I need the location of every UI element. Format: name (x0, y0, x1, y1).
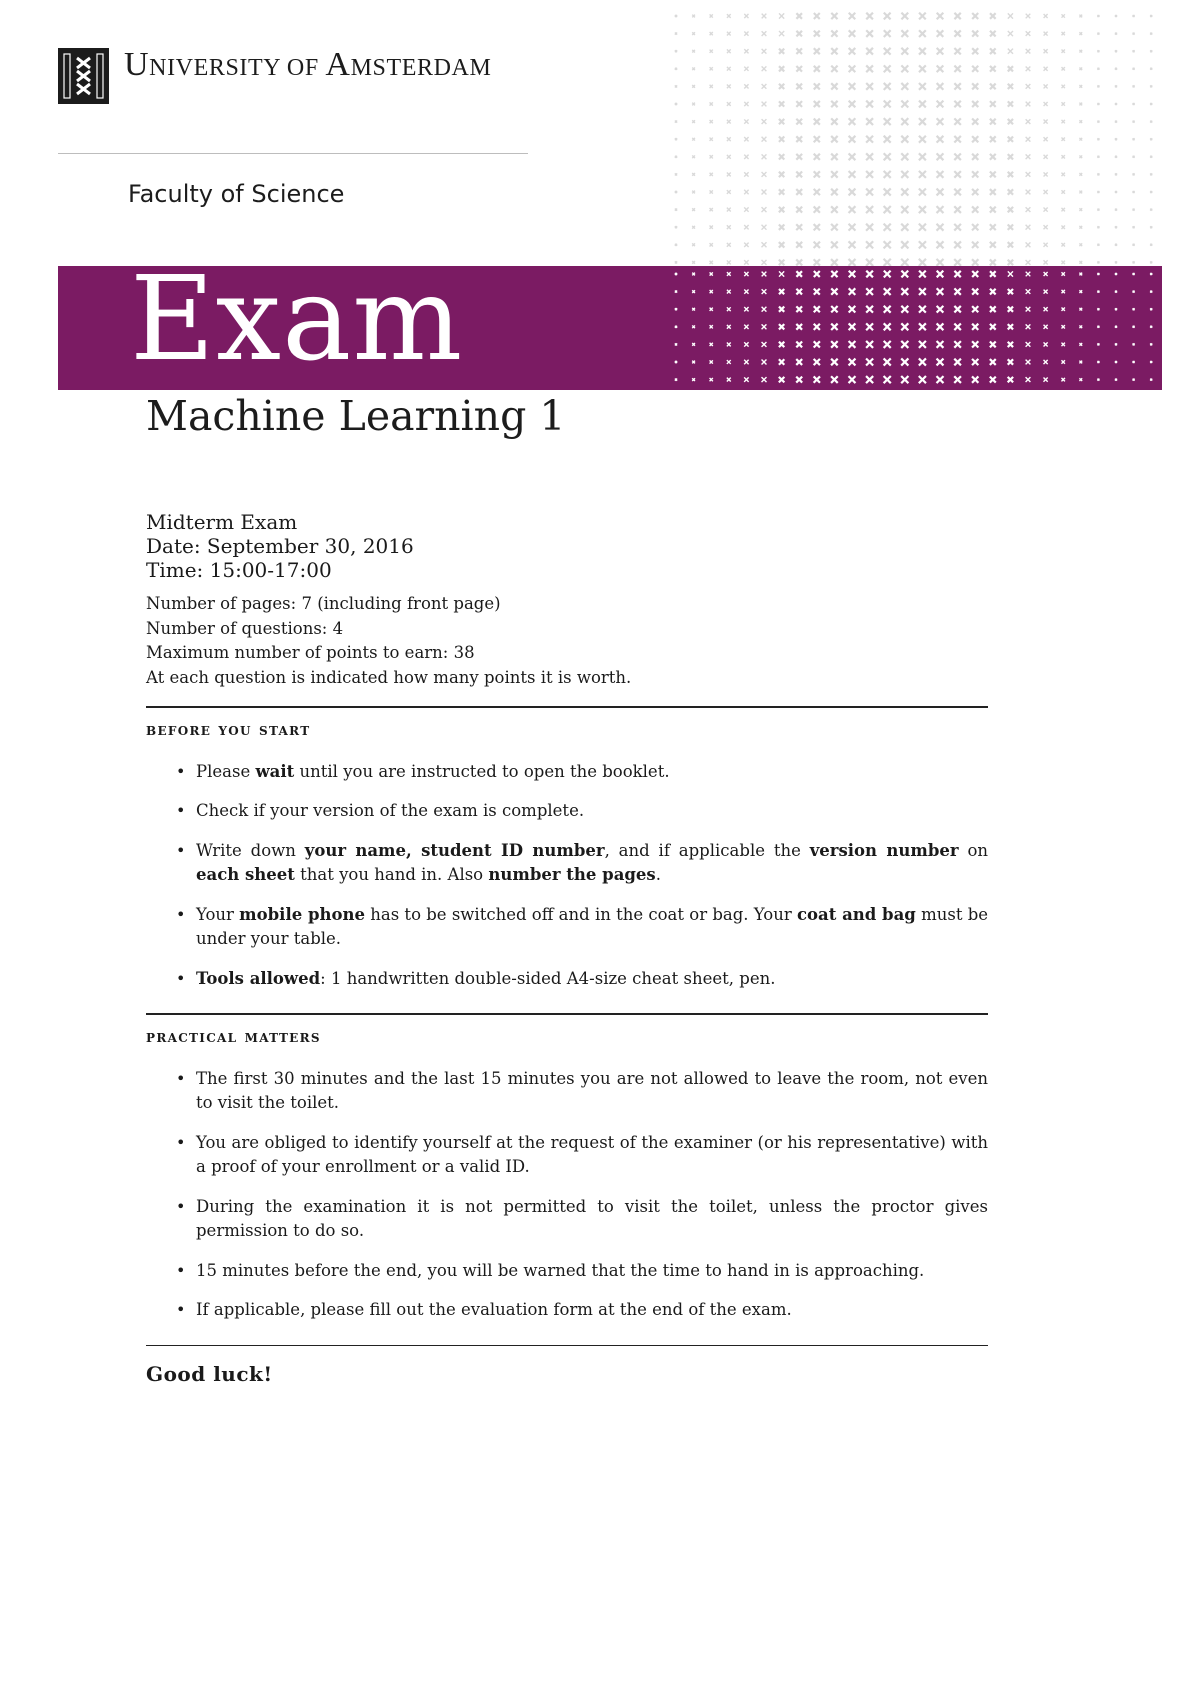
header-divider (58, 153, 528, 154)
question-count: Number of questions: 4 (146, 618, 344, 638)
title-band (58, 252, 1162, 390)
university-name: UNIVERSITY OF AMSTERDAM (124, 46, 492, 83)
list-item: • During the examination it is not permitted to visit the toilet, unless the proctor gives permission to do so. (146, 1195, 988, 1244)
practical-matters-list (146, 1067, 988, 1323)
decorative-dot-pattern (670, 8, 1162, 266)
list-item: • Write down your name, student ID number, and if applicable the version number on each sheet that you hand in. Also number the pages. (146, 839, 988, 888)
exam-date: Date: September 30, 2016 (146, 534, 414, 558)
exam-time: Time: 15:00-17:00 (146, 558, 332, 582)
section-divider (146, 706, 988, 708)
list-item: • 15 minutes before the end, you will be warned that the time to hand in is approaching. (146, 1259, 988, 1284)
exam-title: Exam (130, 252, 464, 387)
list-item: • Please wait until you are instructed to open the booklet. (146, 760, 988, 785)
exam-content (146, 510, 988, 1386)
exam-meta (146, 510, 988, 582)
list-item: • If applicable, please fill out the evaluation form at the end of the exam. (146, 1298, 988, 1323)
max-points: Maximum number of points to earn: 38 (146, 643, 475, 662)
faculty-name: Faculty of Science (128, 180, 345, 208)
section-divider (146, 1013, 988, 1015)
uva-shield-icon (58, 48, 109, 104)
list-item: • Tools allowed: 1 handwritten double-sided A4-size cheat sheet, pen. (146, 967, 988, 992)
exam-type: Midterm Exam (146, 510, 298, 534)
closing-message: Good luck! (146, 1362, 273, 1386)
list-item: • Your mobile phone has to be switched off and in the coat or bag. Your coat and bag must be under your table. (146, 903, 988, 952)
exam-facts (146, 592, 988, 690)
points-note: At each question is indicated how many points it is worth. (146, 667, 632, 687)
section-divider (146, 1345, 988, 1347)
before-you-start-heading: before you start (146, 719, 311, 740)
page-count: Number of pages: 7 (including front page) (146, 594, 501, 613)
before-you-start-list (146, 760, 988, 992)
band-dot-pattern (670, 266, 1162, 390)
course-title: Machine Learning 1 (146, 392, 566, 440)
list-item: • You are obliged to identify yourself at the request of the examiner (or his representative) with a proof of your enrollment or a valid ID. (146, 1131, 988, 1180)
list-item: • The first 30 minutes and the last 15 minutes you are not allowed to leave the room, not even to visit the toilet. (146, 1067, 988, 1116)
list-item: • Check if your version of the exam is complete. (146, 799, 988, 824)
practical-matters-heading: practical matters (146, 1026, 321, 1047)
